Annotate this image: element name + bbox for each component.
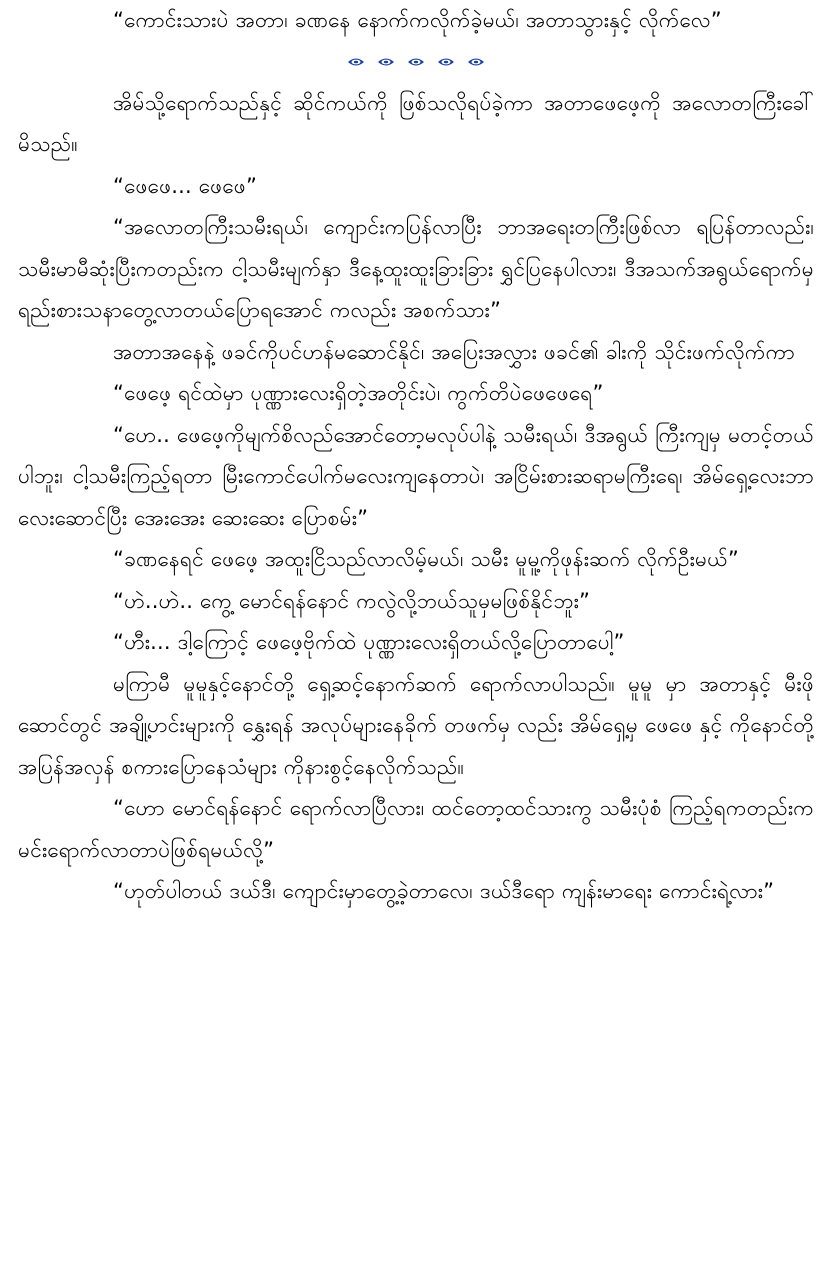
paragraph: အတာအနေနဲ့ ဖခင်ကိုပင်ဟန်မဆောင်နိုင်၊ အပြေးအလွှား ဖခင်၏ ခါးကို သိုင်းဖက်လိုက်ကာ bbox=[113, 339, 795, 364]
paragraph: “ဟီး... ဒါ့ကြောင့် ဖေဖေ့ဗိုက်ထဲ ပုဏ္ဏားလေးရှိတယ်လို့ပြောတာပေါ့” bbox=[113, 630, 625, 654]
dot-ornament-icon bbox=[466, 56, 486, 68]
paragraph: “ဟေ.. ဖေဖေ့ကိုမျက်စိလည်အောင်တော့မလုပ်ပါနဲ့ သမီးရယ်၊ ဒီအရွယ် ကြီးကျမှ မတင့်တယ်ပါဘူး၊ ငါ့သမီးကြည့်ရတာ မြီးကောင်ပေါက်မလေးကျနေတာပဲ၊ အငြိမ်းစားဆရာမကြီးရေ၊ အိမ်ရှေ့လေးဘာလေးဆောင်ပြီး အေးအေး ဆေးဆေး ပြောစမ်း” bbox=[18, 422, 814, 530]
paragraph: “ကောင်းသားပဲ အတာ၊ ခဏနေ နောက်ကလိုက်ခဲ့မယ်၊ အတာသွားနှင့် လိုက်လေ” bbox=[113, 8, 722, 32]
paragraph: “အလောတကြီးသမီးရယ်၊ ကျောင်းကပြန်လာပြီး ဘာအရေးတကြီးဖြစ်လာ ရပြန်တာလည်း၊ သမီးမာမီဆုံးပြီးကတည်းက ငါ့သမီးမျက်နှာ ဒီနေ့ထူးထူးခြားခြား ရွှင်ပြနေပါလား၊ ဒီအသက်အရွယ်ရောက်မှ ရည်းစားသနာတွေ့လာတယ်ပြောရအောင် ကလည်း အစက်သား” bbox=[18, 215, 814, 322]
dot-ornament-icon bbox=[346, 56, 366, 68]
paragraph: “ဖေဖေ့ ရင်ထဲမှာ ပုဏ္ဏားလေးရှိတဲ့အတိုင်းပဲ၊ ကွက်တိပဲဖေဖေရေ” bbox=[113, 381, 604, 405]
paragraph: မကြာမီ မူမူနှင့်နောင်တို့ ရှေ့ဆင့်နောက်ဆက် ရောက်လာပါသည်။ မူမူ မှာ အတာနှင့် မီးဖိုဆောင်တွင် အချို့ဟင်းများကို နွှေးရန် အလုပ်များနေခိုက် တဖက်မှ လည်း အိမ်ရှေ့မှ ဖေဖေ နှင့် ကိုနောင်တို့အပြန်အလှန် စကားပြောနေသံများ ကိုနားစွင့်နေလိုက်သည်။ bbox=[18, 671, 814, 779]
paragraph: “ခဏနေရင် ဖေဖေ့ အထူးငြိသည်လာလိမ့်မယ်၊ သမီး မူမူ့ကိုဖုန်းဆက် လိုက်ဦးမယ်” bbox=[113, 547, 739, 571]
document-page bbox=[18, 0, 814, 913]
dot-ornament-icon bbox=[376, 56, 396, 68]
dot-ornament-icon bbox=[436, 56, 456, 68]
paragraph: “ဟဲ..ဟဲ.. ကွေ့ မောင်ရန်နောင် ကလွဲလို့ဘယ်သူမှမဖြစ်နိုင်ဘူး” bbox=[113, 588, 591, 613]
paragraph: အိမ်သို့ရောက်သည်နှင့် ဆိုင်ကယ်ကို ဖြစ်သလိုရပ်ခဲ့ကာ အတာဖေဖေ့ကို အလောတကြီးခေါ်မိသည်။ bbox=[18, 90, 814, 156]
paragraph: “ဟော မောင်ရန်နောင် ရောက်လာပြီလား၊ ထင်တော့ထင်သားကွ သမီးပုံစံ ကြည့်ရကတည်းက မင်းရောက်လာတာပဲဖြစ်ရမယ်လို့” bbox=[18, 796, 814, 862]
section-divider bbox=[18, 42, 814, 83]
paragraph: “ဖေဖေ... ဖေဖေ” bbox=[113, 173, 258, 198]
paragraph: “ဟုတ်ပါတယ် ဒယ်ဒီ၊ ကျောင်းမှာတွေ့ခဲ့တာလေ၊ ဒယ်ဒီရော ကျန်းမာရေး ကောင်းရဲ့လား” bbox=[113, 879, 775, 903]
dot-ornament-icon bbox=[406, 56, 426, 68]
